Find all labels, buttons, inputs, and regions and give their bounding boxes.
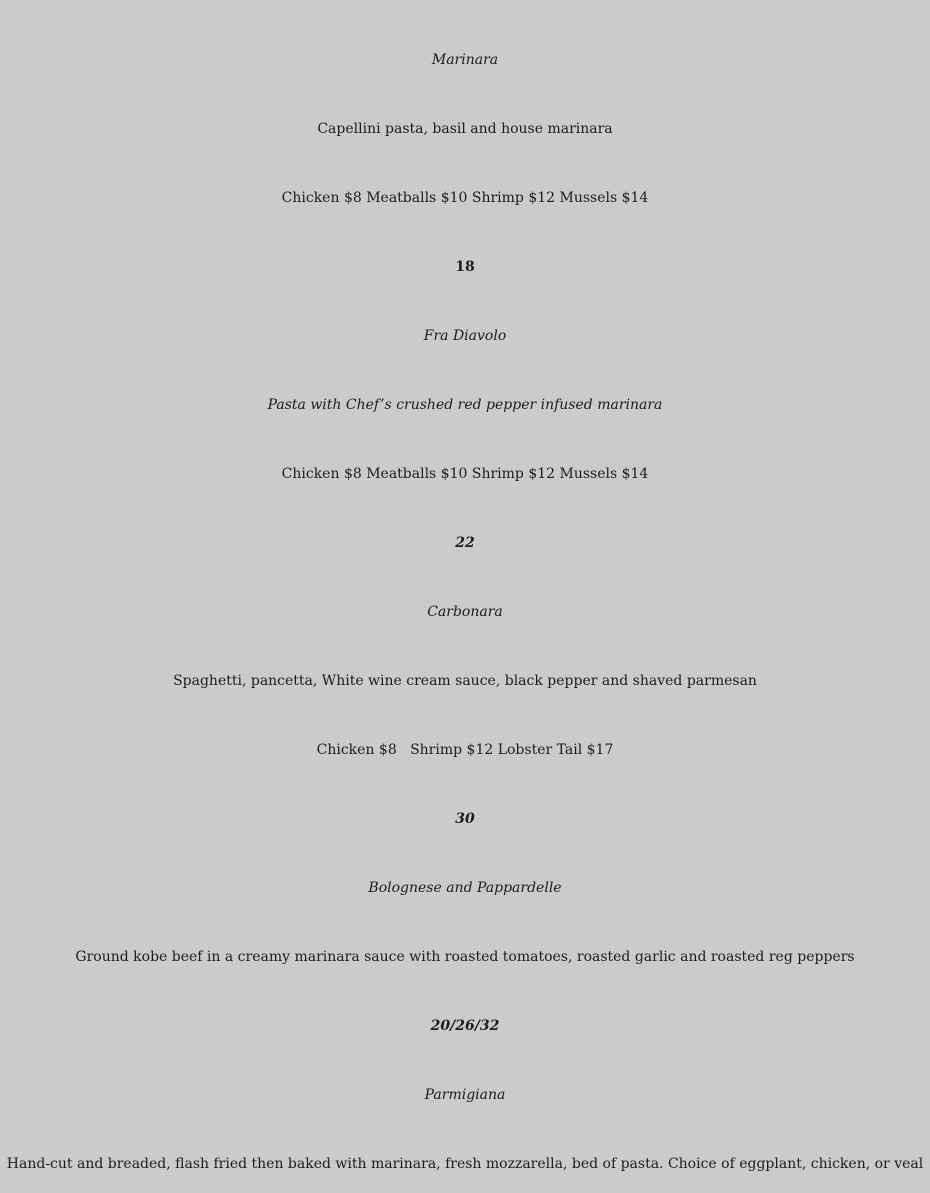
item-price-marinara: 18: [455, 259, 475, 275]
item-addons-fra-diavolo: Chicken $8 Meatballs $10 Shrimp $12 Mussels $14: [281, 466, 649, 482]
item-price-bolognese: 20/26/32: [430, 1018, 500, 1034]
item-name-carbonara: Carbonara: [427, 604, 503, 620]
item-name-bolognese: Bolognese and Pappardelle: [368, 880, 562, 896]
item-price-carbonara: 30: [455, 811, 475, 827]
item-addons-carbonara: Chicken $8 Shrimp $12 Lobster Tail $17: [316, 742, 614, 758]
item-name-marinara: Marinara: [431, 52, 499, 68]
item-description-bolognese: Ground kobe beef in a creamy marinara sauce with roasted tomatoes, roasted garlic and roasted reg peppers: [75, 949, 855, 965]
item-description-carbonara: Spaghetti, pancetta, White wine cream sauce, black pepper and shaved parmesan: [173, 673, 757, 689]
item-name-parmigiana: Parmigiana: [424, 1087, 506, 1103]
item-description-parmigiana: Hand-cut and breaded, flash fried then baked with marinara, fresh mozzarella, bed of pasta. Choice of eggplant, chicken, or veal: [6, 1156, 924, 1172]
item-description-marinara: Capellini pasta, basil and house marinara: [317, 121, 613, 137]
item-price-fra-diavolo: 22: [455, 535, 475, 551]
item-description-fra-diavolo: Pasta with Chef’s crushed red pepper infused marinara: [267, 397, 663, 413]
item-addons-marinara: Chicken $8 Meatballs $10 Shrimp $12 Mussels $14: [281, 190, 649, 206]
item-name-fra-diavolo: Fra Diavolo: [423, 328, 507, 344]
